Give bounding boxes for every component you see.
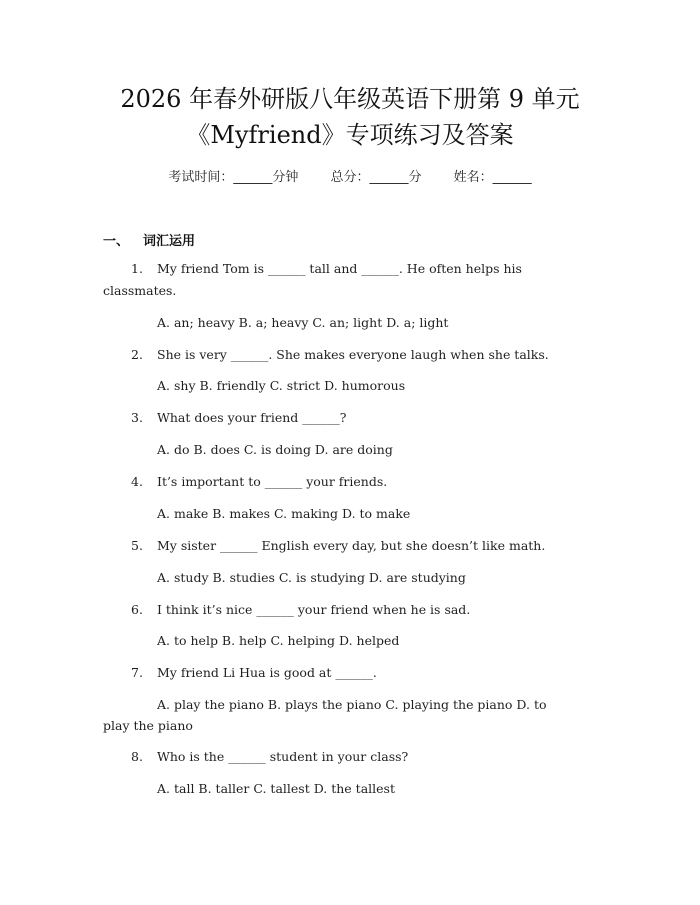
- question-number: 3.: [131, 410, 143, 425]
- question-1-options: A. an; heavy B. a; heavy C. an; light D. a; light: [157, 315, 449, 330]
- question-6: [131, 600, 470, 620]
- student-name: 姓名：______: [453, 170, 532, 185]
- question-3: [131, 408, 346, 428]
- question-4: [131, 472, 387, 492]
- section-title: 词汇运用: [143, 234, 196, 249]
- question-text: My friend Li Hua is good at ______.: [157, 665, 377, 680]
- exam-score: 总分：______分: [330, 170, 422, 185]
- question-7-options-continuation: play the piano: [103, 718, 193, 733]
- exam-time: 考试时间：______分钟: [168, 170, 299, 185]
- question-2-options: A. shy B. friendly C. strict D. humorous: [157, 378, 406, 393]
- question-number: 5.: [131, 538, 143, 553]
- question-text: What does your friend ______?: [157, 410, 347, 425]
- question-number: 2.: [131, 347, 143, 362]
- question-4-options: A. make B. makes C. making D. to make: [157, 506, 411, 521]
- section-heading: [103, 230, 195, 249]
- question-text: My sister ______ English every day, but she doesn’t like math.: [157, 538, 546, 553]
- question-8-options: A. tall B. taller C. tallest D. the tallest: [157, 781, 395, 796]
- question-text: My friend Tom is ______ tall and ______. He often helps his: [157, 261, 522, 276]
- question-8: [131, 747, 408, 767]
- document-title-line-2: 《Myfriend》专项练习及答案: [186, 121, 514, 149]
- question-text: I think it’s nice ______ your friend when he is sad.: [157, 602, 471, 617]
- question-1: [131, 259, 522, 279]
- question-text: It’s important to ______ your friends.: [157, 474, 388, 489]
- question-number: 4.: [131, 474, 143, 489]
- question-text: She is very ______. She makes everyone laugh when she talks.: [157, 347, 549, 362]
- question-2: [131, 345, 549, 365]
- question-7: [131, 663, 377, 683]
- question-3-options: A. do B. does C. is doing D. are doing: [157, 442, 393, 457]
- question-number: 1.: [131, 261, 143, 276]
- question-text: Who is the ______ student in your class?: [157, 749, 409, 764]
- exam-info: [0, 169, 700, 187]
- question-number: 6.: [131, 602, 143, 617]
- question-number: 8.: [131, 749, 143, 764]
- question-1-continuation: classmates.: [103, 283, 177, 298]
- document-title-line-1: 2026 年春外研版八年级英语下册第 9 单元: [120, 85, 580, 113]
- question-5: [131, 536, 545, 556]
- question-number: 7.: [131, 665, 143, 680]
- section-number: 一、: [103, 234, 130, 249]
- question-6-options: A. to help B. help C. helping D. helped: [157, 633, 400, 648]
- question-7-options: A. play the piano B. plays the piano C. playing the piano D. to: [157, 697, 547, 712]
- question-5-options: A. study B. studies C. is studying D. are studying: [157, 570, 466, 585]
